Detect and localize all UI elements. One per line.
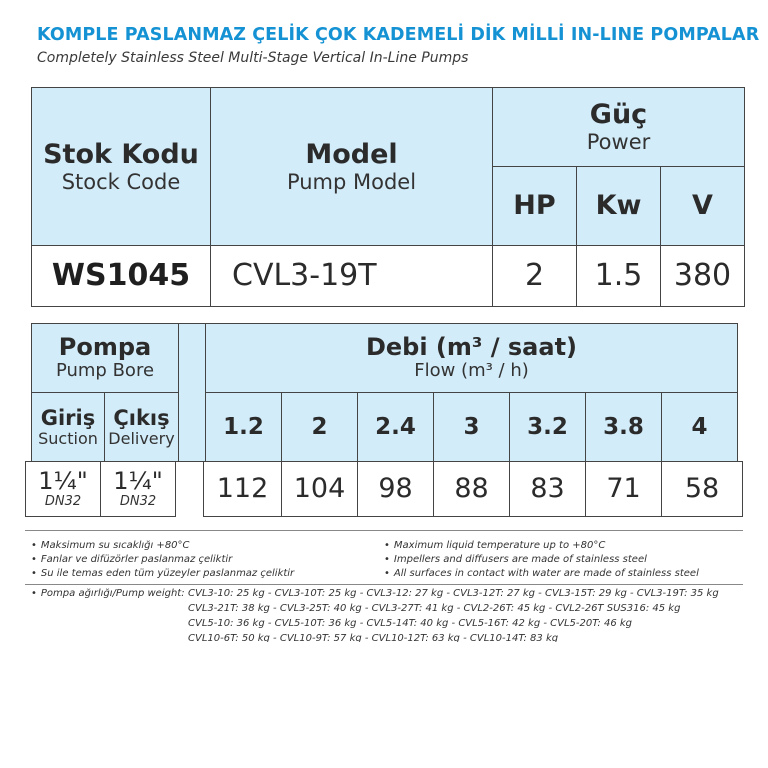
flow-rate-cell xyxy=(205,392,282,462)
note-tr-text: Maksimum su sıcaklığı +80°C xyxy=(40,540,190,551)
bullet-icon: • xyxy=(384,554,390,565)
head-value: 71 xyxy=(606,473,641,505)
weight-line: CVL10-6T: 50 kg - CVL10-9T: 57 kg - CVL10-12T: 63 kg - CVL10-14T: 83 kg xyxy=(188,633,559,642)
weight-line: CVL3-21T: 38 kg - CVL3-25T: 40 kg - CVL3-27T: 41 kg - CVL2-26T: 45 kg - CVL2-26T SUS316: 45 kg xyxy=(188,603,681,614)
head-cell xyxy=(281,461,358,517)
divider xyxy=(25,530,743,531)
note-en-text: All surfaces in contact with water are made of stainless steel xyxy=(393,568,699,579)
suction-header-tr: Giriş xyxy=(40,405,96,430)
volt-header xyxy=(660,166,745,246)
head-value: 104 xyxy=(293,473,346,505)
flow-rate-cell xyxy=(281,392,358,462)
model-header-tr: Model xyxy=(305,138,398,170)
pump-bore-header-tr: Pompa xyxy=(58,332,152,361)
hp-unit-label: HP xyxy=(513,190,556,222)
power-header-tr: Güç xyxy=(589,99,648,131)
head-value: 98 xyxy=(378,473,413,505)
power-header-en: Power xyxy=(586,130,651,155)
bullet-icon: • xyxy=(31,554,37,565)
weight-notes xyxy=(0,586,768,642)
divider xyxy=(25,584,743,585)
head-cell xyxy=(585,461,662,517)
flow-rate-value: 2.4 xyxy=(375,413,416,440)
note-en-text: Impellers and diffusers are made of stainless steel xyxy=(393,554,647,565)
flow-rate-value: 4 xyxy=(691,413,708,440)
head-cell xyxy=(509,461,586,517)
stock-code-value: WS1045 xyxy=(51,257,191,293)
head-value: 112 xyxy=(216,473,269,505)
note-tr xyxy=(31,539,190,553)
suction-cell xyxy=(25,461,101,517)
kw-value: 1.5 xyxy=(594,257,643,293)
page-subtitle: Completely Stainless Steel Multi-Stage Vertical In-Line Pumps xyxy=(37,50,469,66)
volt-cell xyxy=(660,245,745,307)
spacer-header xyxy=(178,323,206,462)
bullet-icon: • xyxy=(31,568,37,579)
hp-header xyxy=(492,166,577,246)
head-value: 88 xyxy=(454,473,489,505)
model-header xyxy=(210,87,493,246)
flow-header-en: Flow (m³ / h) xyxy=(414,360,529,382)
note-en xyxy=(384,567,699,581)
suction-header xyxy=(31,392,105,462)
bullet-icon: • xyxy=(384,568,390,579)
note-tr xyxy=(31,553,232,567)
model-cell xyxy=(210,245,493,307)
suction-header-en: Suction xyxy=(38,428,98,448)
hp-value: 2 xyxy=(524,257,545,293)
flow-rate-cell xyxy=(509,392,586,462)
kw-cell xyxy=(576,245,661,307)
pump-bore-header-en: Pump Bore xyxy=(55,360,155,382)
page-title: KOMPLE PASLANMAZ ÇELİK ÇOK KADEMELİ DİK MİLLİ IN-LINE POMPALAR xyxy=(37,25,760,45)
bullet-icon: • xyxy=(31,540,37,551)
weight-line: CVL5-10: 36 kg - CVL5-10T: 36 kg - CVL5-14T: 40 kg - CVL5-16T: 42 kg - CVL5-20T: 46 kg xyxy=(188,618,633,629)
volt-unit-label: V xyxy=(692,190,713,222)
note-en xyxy=(384,539,605,553)
stock-code-header-tr: Stok Kodu xyxy=(43,138,199,170)
hp-cell xyxy=(492,245,577,307)
note-en-text: Maximum liquid temperature up to +80°C xyxy=(393,540,606,551)
note-tr-text: Fanlar ve difüzörler paslanmaz çeliktir xyxy=(40,554,233,565)
delivery-value: 1¼" xyxy=(113,466,163,495)
stock-code-cell xyxy=(31,245,211,307)
model-header-en: Pump Model xyxy=(286,169,417,194)
weight-label xyxy=(31,587,185,601)
flow-rate-value: 3.2 xyxy=(527,413,568,440)
pump-bore-header xyxy=(31,323,179,393)
delivery-header xyxy=(104,392,179,462)
stock-code-header-en: Stock Code xyxy=(61,169,181,194)
head-cell xyxy=(661,461,743,517)
flow-rate-cell xyxy=(357,392,434,462)
head-value: 83 xyxy=(530,473,565,505)
flow-rate-cell xyxy=(433,392,510,462)
head-value: 58 xyxy=(684,473,720,505)
flow-rate-value: 1.2 xyxy=(223,413,264,440)
flow-rate-cell xyxy=(661,392,738,462)
power-header xyxy=(492,87,745,167)
volt-value: 380 xyxy=(673,257,732,293)
kw-unit-label: Kw xyxy=(595,190,642,222)
head-cell xyxy=(203,461,282,517)
delivery-header-tr: Çıkış xyxy=(113,405,170,430)
head-cell xyxy=(357,461,434,517)
flow-header xyxy=(205,323,738,393)
weight-line: CVL3-10: 25 kg - CVL3-10T: 25 kg - CVL3-12: 27 kg - CVL3-12T: 27 kg - CVL3-15T: 29 kg - CVL3-19T: 35 kg xyxy=(188,588,719,599)
stock-code-header xyxy=(31,87,211,246)
model-value: CVL3-19T xyxy=(232,257,377,293)
bullet-icon: • xyxy=(31,588,37,599)
weight-label-text: Pompa ağırlığı/Pump weight: xyxy=(40,588,185,599)
flow-rate-cell xyxy=(585,392,662,462)
note-tr-text: Su ile temas eden tüm yüzeyler paslanmaz çeliktir xyxy=(40,568,295,579)
note-tr xyxy=(31,567,294,581)
bullet-icon: • xyxy=(384,540,390,551)
suction-value: 1¼" xyxy=(38,466,88,495)
delivery-cell xyxy=(100,461,176,517)
delivery-dn: DN32 xyxy=(119,493,157,509)
flow-rate-value: 3 xyxy=(463,413,480,440)
flow-rate-value: 2 xyxy=(311,413,328,440)
head-cell xyxy=(433,461,510,517)
flow-header-tr: Debi (m³ / saat) xyxy=(365,332,578,361)
flow-rate-value: 3.8 xyxy=(603,413,644,440)
suction-dn: DN32 xyxy=(44,493,82,509)
delivery-header-en: Delivery xyxy=(108,428,175,448)
kw-header xyxy=(576,166,661,246)
note-en xyxy=(384,553,647,567)
